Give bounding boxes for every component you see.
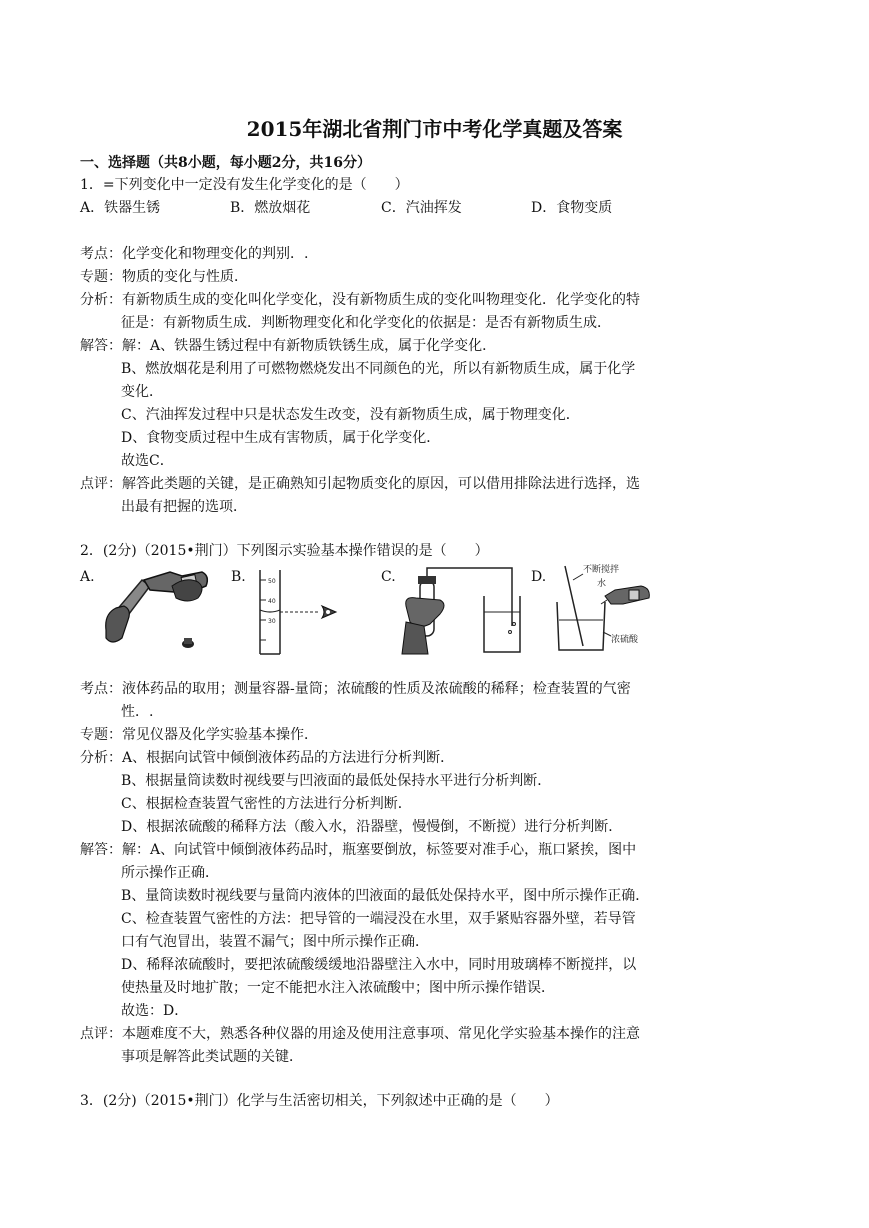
- label-stir: 不断搅拌: [583, 565, 620, 575]
- q2-jieda-c: C、检查装置气密性的方法：把导管的一端浸没在水里，双手紧贴容器外壁，若导管: [121, 911, 636, 927]
- q1-option-c: C．汽油挥发: [381, 200, 462, 216]
- q2-jieda-b: B、量筒读数时视线要与量筒内液体的凹液面的最低处保持水平，图中所示操作正确．: [121, 888, 650, 904]
- q1-jieda-b-cont: 变化．: [121, 384, 163, 400]
- q1-answer: 故选C．: [121, 453, 174, 469]
- q1-zhuanti: 专题：物质的变化与性质．: [80, 269, 248, 285]
- q1-jieda-d: D、食物变质过程中生成有害物质，属于化学变化．: [121, 430, 441, 446]
- figure-d-dilute-acid: [553, 562, 658, 657]
- q2-jieda-d-cont: 使热量及时地扩散；一定不能把水注入浓硫酸中；图中所示操作错误．: [121, 980, 555, 996]
- q2-fenxi-b: B、根据量筒读数时视线要与凹液面的最低处保持水平进行分析判断．: [121, 773, 552, 789]
- q1-option-b: B．燃放烟花: [230, 200, 311, 216]
- section-heading: 一、选择题（共8小题，每小题2分，共16分）: [80, 155, 371, 171]
- q2-fenxi-d: D、根据浓硫酸的稀释方法（酸入水，沿器壁，慢慢倒，不断搅）进行分析判断．: [121, 819, 623, 835]
- q2-jieda-c-cont: 口有气泡冒出，装置不漏气；图中所示操作正确．: [121, 934, 429, 950]
- q2-fenxi: 分析：A、根据向试管中倾倒液体药品的方法进行分析判断．: [80, 750, 455, 766]
- q2-kaodian: 考点：液体药品的取用；测量容器-量筒；浓硫酸的性质及浓硫酸的稀释；检查装置的气密: [80, 681, 631, 697]
- q1-jieda: 解答：解：A、铁器生锈过程中有新物质铁锈生成，属于化学变化．: [80, 338, 497, 354]
- label-water: 水: [597, 579, 607, 589]
- q1-jieda-c: C、汽油挥发过程中只是状态发生改变，没有新物质生成，属于物理变化．: [121, 407, 580, 423]
- figure-c-airtightness-check: [400, 566, 525, 656]
- label-acid: 浓硫酸: [611, 635, 639, 645]
- page-title: 2015年湖北省荆门市中考化学真题及答案: [246, 117, 623, 141]
- q1-option-a: A．铁器生锈: [80, 200, 161, 216]
- q1-option-d: D．食物变质: [531, 200, 613, 216]
- q1-dianping: 点评：解答此类题的关键，是正确熟知引起物质变化的原因，可以借用排除法进行选择，选: [80, 476, 640, 492]
- figure-b-graduated-cylinder: [250, 566, 355, 656]
- q2-jieda-a-cont: 所示操作正确．: [121, 865, 219, 881]
- q2-jieda: 解答：解：A、向试管中倾倒液体药品时，瓶塞要倒放，标签要对准手心，瓶口紧挨，图中: [80, 842, 637, 858]
- q1-fenxi: 分析：有新物质生成的变化叫化学变化，没有新物质生成的变化叫物理变化．化学变化的特: [80, 292, 640, 308]
- q2-fenxi-c: C、根据检查装置气密性的方法进行分析判断．: [121, 796, 412, 812]
- question-2-stem: 2．(2分)（2015•荆门）下列图示实验基本操作错误的是（ ）: [80, 543, 489, 559]
- tick-50: 50: [268, 578, 276, 585]
- question-1-stem: 1．=下列变化中一定没有发生化学变化的是（ ）: [80, 177, 409, 193]
- tick-30: 30: [268, 618, 276, 625]
- q2-option-c: C.: [381, 569, 396, 585]
- q2-dianping: 点评：本题难度不大，熟悉各种仪器的用途及使用注意事项、常见化学实验基本操作的注意: [80, 1026, 640, 1042]
- q2-option-b: B.: [231, 569, 246, 585]
- q2-jieda-d: D、稀释浓硫酸时，要把浓硫酸缓缓地沿器壁注入水中，同时用玻璃棒不断搅拌，以: [121, 957, 637, 973]
- q1-kaodian: 考点：化学变化和物理变化的判别．.: [80, 246, 309, 262]
- figure-a-pouring-liquid: [102, 566, 212, 656]
- q1-dianping-cont: 出最有把握的选项．: [121, 499, 247, 515]
- q2-option-a: A.: [80, 569, 95, 585]
- q2-kaodian-cont: 性．.: [121, 704, 154, 720]
- question-3-stem: 3．(2分)（2015•荆门）化学与生活密切相关，下列叙述中正确的是（ ）: [80, 1093, 559, 1109]
- q2-zhuanti: 专题：常见仪器及化学实验基本操作．: [80, 727, 318, 743]
- q2-dianping-cont: 事项是解答此类试题的关键．: [121, 1049, 303, 1065]
- q2-answer: 故选：D．: [121, 1003, 189, 1019]
- tick-40: 40: [268, 598, 276, 605]
- q2-option-d: D.: [531, 569, 547, 585]
- q1-fenxi-cont: 征是：有新物质生成．判断物理变化和化学变化的依据是：是否有新物质生成．: [121, 315, 611, 331]
- q1-jieda-b: B、燃放烟花是利用了可燃物燃烧发出不同颜色的光，所以有新物质生成，属于化学: [121, 361, 636, 377]
